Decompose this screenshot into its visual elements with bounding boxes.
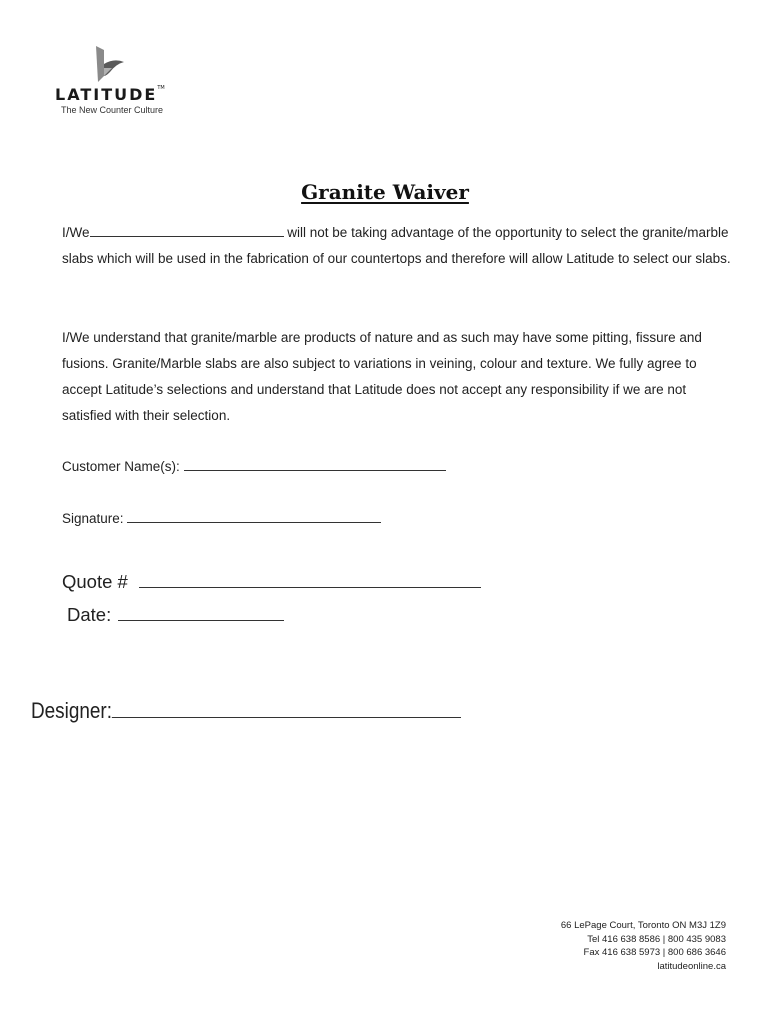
iwe-label: I/We (62, 225, 90, 240)
company-address (561, 919, 726, 973)
latitude-leaf-icon (90, 46, 126, 84)
page-title: Granite Waiver (301, 180, 469, 204)
waiver-paragraph-1 (62, 220, 732, 272)
waiver-paragraph-1-text: will not be taking advantage of the opportunity to select the granite/marble slabs which will be used in the fabrication of our countertops and therefore will allow Latitude to select our slabs. (62, 225, 731, 266)
customer-name-line[interactable] (184, 470, 446, 471)
date-field (67, 604, 284, 626)
tel-line: Tel 416 638 8586 | 800 435 9083 (587, 933, 726, 945)
quote-field (62, 571, 481, 593)
date-line[interactable] (118, 620, 284, 621)
designer-line[interactable] (112, 717, 461, 718)
quote-line[interactable] (139, 587, 481, 588)
customer-name-field (62, 459, 446, 474)
website-link[interactable]: latitudeonline.ca (657, 960, 726, 972)
iwe-name-blank[interactable] (90, 222, 284, 237)
signature-line[interactable] (127, 522, 381, 523)
logo-wordmark: LATITUDE™ (55, 85, 165, 104)
designer-field (31, 698, 461, 724)
date-label: Date: (67, 604, 112, 625)
signature-label: Signature: (62, 511, 124, 526)
company-logo (50, 46, 190, 120)
quote-label: Quote # (62, 571, 128, 592)
address-line: 66 LePage Court, Toronto ON M3J 1Z9 (560, 920, 726, 931)
designer-label: Designer: (31, 698, 112, 723)
logo-tagline: The New Counter Culture (61, 105, 164, 115)
customer-name-label: Customer Name(s): (62, 459, 180, 474)
waiver-paragraph-2: I/We understand that granite/marble are products of nature and as such may have some pitting, fissure and fusions. Granite/Marble slabs are also subject to variations in veining, colour and texture. We fully agree to accept Latitude’s selections and understand that Latitude does not accept any responsibility if we are not satisfied with their selection. (62, 330, 702, 423)
signature-field (62, 511, 381, 526)
fax-line: Fax 416 638 5973 | 800 686 3646 (583, 947, 726, 958)
